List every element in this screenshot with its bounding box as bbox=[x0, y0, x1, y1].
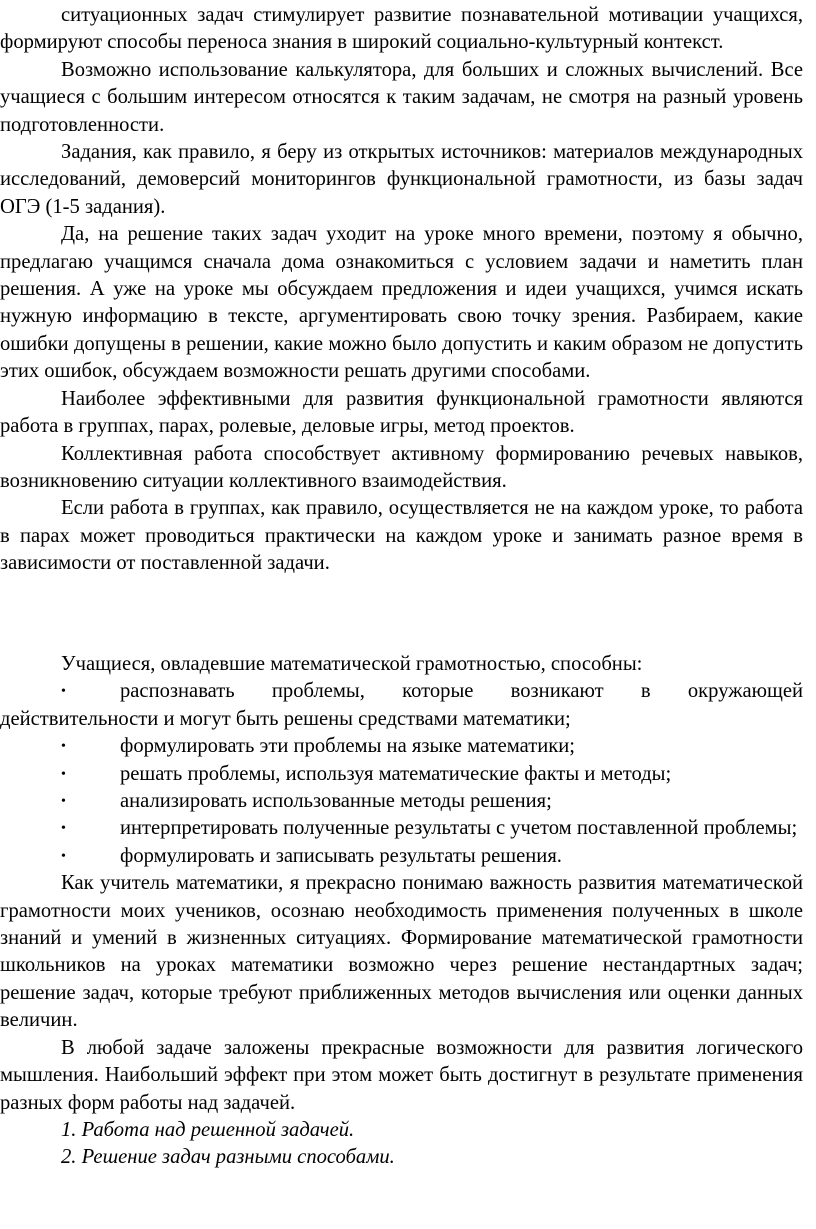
list-item-text: анализировать использованные методы решения; bbox=[120, 790, 552, 813]
bullet-icon: • bbox=[61, 766, 66, 782]
paragraph-5: Наиболее эффективными для развития функциональной грамотности являются работа в группах, парах, ролевые, деловые игры, метод проектов. bbox=[0, 387, 803, 438]
list-item bbox=[0, 788, 803, 815]
bullet-icon: • bbox=[61, 739, 66, 755]
bullet-icon: • bbox=[61, 794, 66, 810]
paragraph-3: Задания, как правило, я беру из открытых источников: материалов международных исследований, демоверсий мониторингов функциональной грамотности, из базы задач ОГЭ (1-5 задания). bbox=[0, 141, 803, 218]
paragraph-9: В любой задаче заложены прекрасные возможности для развития логического мышления. Наибольший эффект при этом может быть достигнут в результате применения разных форм работы над задачей. bbox=[0, 1036, 803, 1114]
list-item-text: формулировать эти проблемы на языке математики; bbox=[120, 735, 576, 758]
paragraph-1: ситуационных задач стимулирует развитие познавательной мотивации учащихся, формируют способы переноса знания в широкий социально-культурный контекст. bbox=[0, 4, 803, 54]
paragraph-2: Возможно использование калькулятора, для больших и сложных вычислений. Все учащиеся с большим интересом относятся к таким задачам, не смотря на разный уровень подготовленности. bbox=[0, 58, 803, 136]
list-item bbox=[0, 843, 803, 870]
list-item-text: распознавать проблемы, которые возникают в окружающей действительности и могут быть решены средствами математики; bbox=[0, 680, 803, 730]
list-block bbox=[0, 651, 803, 1172]
list-item bbox=[0, 761, 803, 788]
paragraph-8: Как учитель математики, я прекрасно понимаю важность развития математической грамотности моих учеников, осознаю необходимость применения полученных в школе знаний и умений в жизненных ситуациях. Формирование математической грамотности школьников на уроках математики возможно через решение нестандартных задач; решение задач, которые требуют приближенных методов вычисления или оценки данных величин. bbox=[0, 872, 803, 1032]
italic-item-2: 2. Решение задач разными способами. bbox=[61, 1146, 395, 1169]
text-block-top bbox=[0, 2, 803, 578]
list-item bbox=[0, 678, 803, 733]
list-intro: Учащиеся, овладевшие математической грамотностью, способны: bbox=[61, 653, 643, 675]
list-item bbox=[0, 815, 803, 842]
list-item-text: интерпретировать полученные результаты с учетом поставленной проблемы; bbox=[120, 817, 798, 840]
list-item-text: формулировать и записывать результаты решения. bbox=[120, 844, 562, 867]
list-item bbox=[0, 733, 803, 760]
paragraph-6: Коллективная работа способствует активному формированию речевых навыков, возникновению ситуации коллективного взаимодействия. bbox=[0, 442, 803, 492]
list-item-text: решать проблемы, используя математические факты и методы; bbox=[120, 762, 672, 785]
paragraph-7: Если работа в группах, как правило, осуществляется не на каждом уроке, то работа в парах может проводиться практически на каждом уроке и занимать разное время в зависимости от поставленной задачи. bbox=[0, 497, 803, 575]
bullet-icon: • bbox=[61, 848, 66, 864]
bullet-icon: • bbox=[61, 684, 66, 700]
bullet-icon: • bbox=[61, 821, 66, 837]
paragraph-4: Да, на решение таких задач уходит на уроке много времени, поэтому я обычно, предлагаю учащимся сначала дома ознакомиться с условием задачи и наметить план решения. А уже на уроке мы обсуждаем предложения и идеи учащихся, учимся искать нужную информацию в тексте, аргументировать свою точку зрения. Разбираем, какие ошибки допущены в решении, какие можно было допустить и каким образом не допустить этих ошибок, обсуждаем возможности решать другими способами. bbox=[0, 223, 803, 383]
italic-item-1: 1. Работа над решенной задачей. bbox=[61, 1118, 355, 1141]
